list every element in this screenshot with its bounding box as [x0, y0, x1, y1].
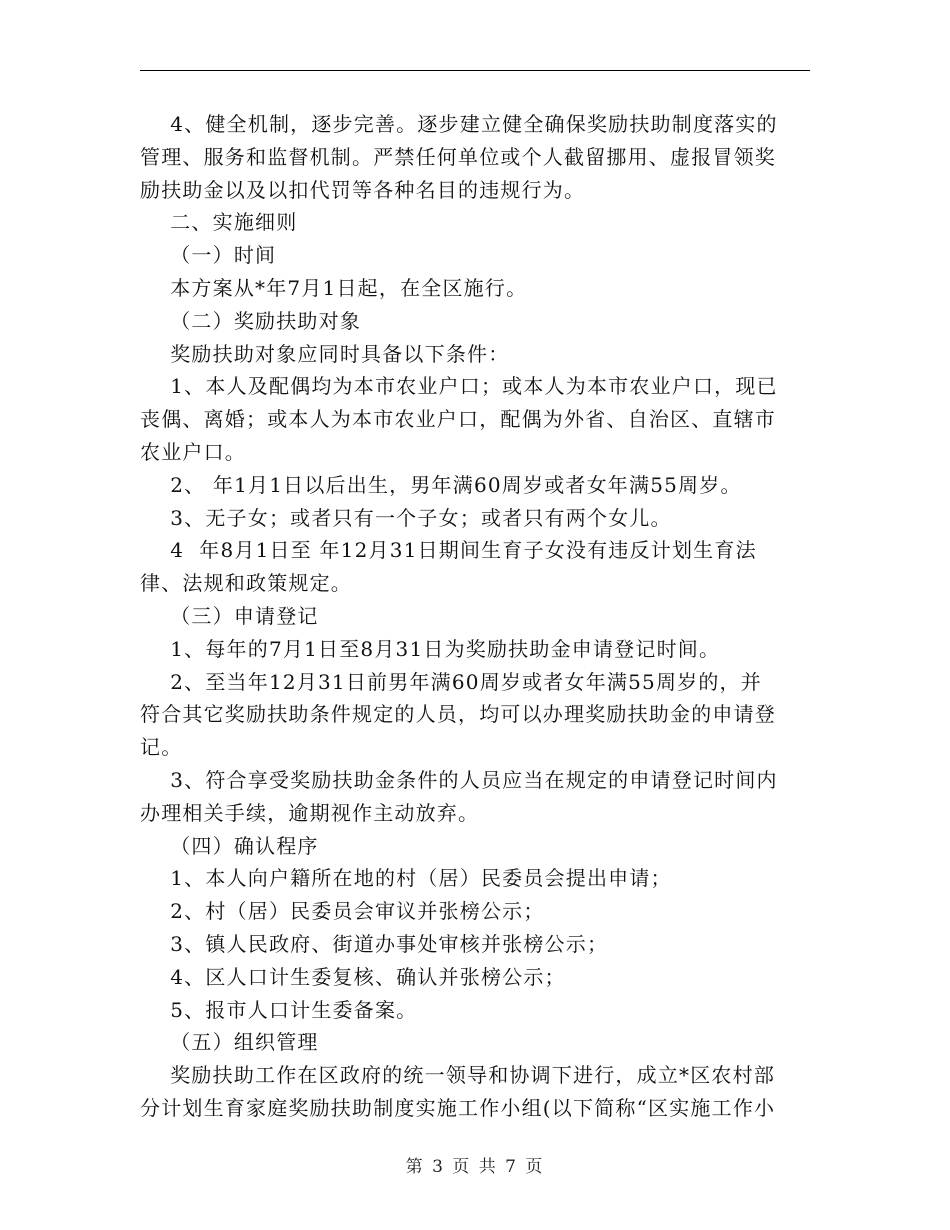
- text-line: （二）奖励扶助对象: [140, 308, 362, 333]
- text-line: 1、本人向户籍所在地的村（居）民委员会提出申请；: [140, 866, 672, 891]
- text-line: 励扶助金以及以扣代罚等各种名目的违规行为。: [140, 177, 586, 202]
- text-line: 符合其它奖励扶助条件规定的人员，均可以办理奖励扶助金的申请登: [140, 702, 776, 727]
- page-footer: 第 3 页 共 7 页: [405, 1157, 545, 1177]
- text-line: 2、村（居）民委员会审议并张榜公示；: [140, 899, 545, 924]
- text-line: 1、本人及配偶均为本市农业户口；或本人为本市农业户口，现已: [140, 374, 778, 399]
- document-body: [140, 108, 812, 1125]
- text-line: 办理相关手续，逾期视作主动放弃。: [140, 800, 480, 825]
- text-line: 农业户口。: [140, 439, 246, 464]
- text-line: 记。: [140, 735, 183, 760]
- header-rule: [140, 70, 810, 71]
- text-line: 5、报市人口计生委备案。: [140, 997, 418, 1022]
- text-line: （五）组织管理: [140, 1030, 319, 1055]
- text-line: （三）申请登记: [140, 603, 319, 628]
- text-line: 管理、服务和监督机制。严禁任何单位或个人截留挪用、虚报冒领奖: [140, 144, 776, 169]
- text-line: 2、至当年12月31日前男年满60周岁或者女年满55周岁的，并: [140, 669, 762, 694]
- text-line: 律、法规和政策规定。: [140, 571, 352, 596]
- text-line: 2、 年1月1日以后出生，男年满60周岁或者女年满55周岁。: [140, 472, 742, 497]
- text-line: 4、区人口计生委复核、确认并张榜公示；: [140, 964, 566, 989]
- text-line: 1、每年的7月1日至8月31日为奖励扶助金申请登记时间。: [140, 636, 721, 661]
- text-line: （一）时间: [140, 243, 277, 268]
- text-line: 二、实施细则: [140, 210, 298, 235]
- text-line: 3、镇人民政府、街道办事处审核并张榜公示；: [140, 931, 609, 956]
- text-line: 4 年8月1日至 年12月31日期间生育子女没有违反计划生育法: [140, 538, 757, 563]
- text-line: 奖励扶助工作在区政府的统一领导和协调下进行，成立*区农村部: [140, 1063, 776, 1088]
- text-line: 4、健全机制，逐步完善。逐步建立健全确保奖励扶助制度落实的: [140, 112, 778, 136]
- text-line: 3、符合享受奖励扶助金条件的人员应当在规定的申请登记时间内: [140, 767, 778, 792]
- text-line: （四）确认程序: [140, 833, 319, 858]
- text-line: 奖励扶助对象应同时具备以下条件：: [140, 341, 510, 366]
- text-line: 3、无子女；或者只有一个子女；或者只有两个女儿。: [140, 505, 672, 530]
- text-line: 丧偶、离婚；或本人为本市农业户口，配偶为外省、自治区、直辖市: [140, 407, 776, 432]
- text-line: 分计划生育家庭奖励扶助制度实施工作小组(以下简称“区实施工作小: [140, 1095, 776, 1120]
- text-line: 本方案从*年7月1日起，在全区施行。: [140, 275, 528, 300]
